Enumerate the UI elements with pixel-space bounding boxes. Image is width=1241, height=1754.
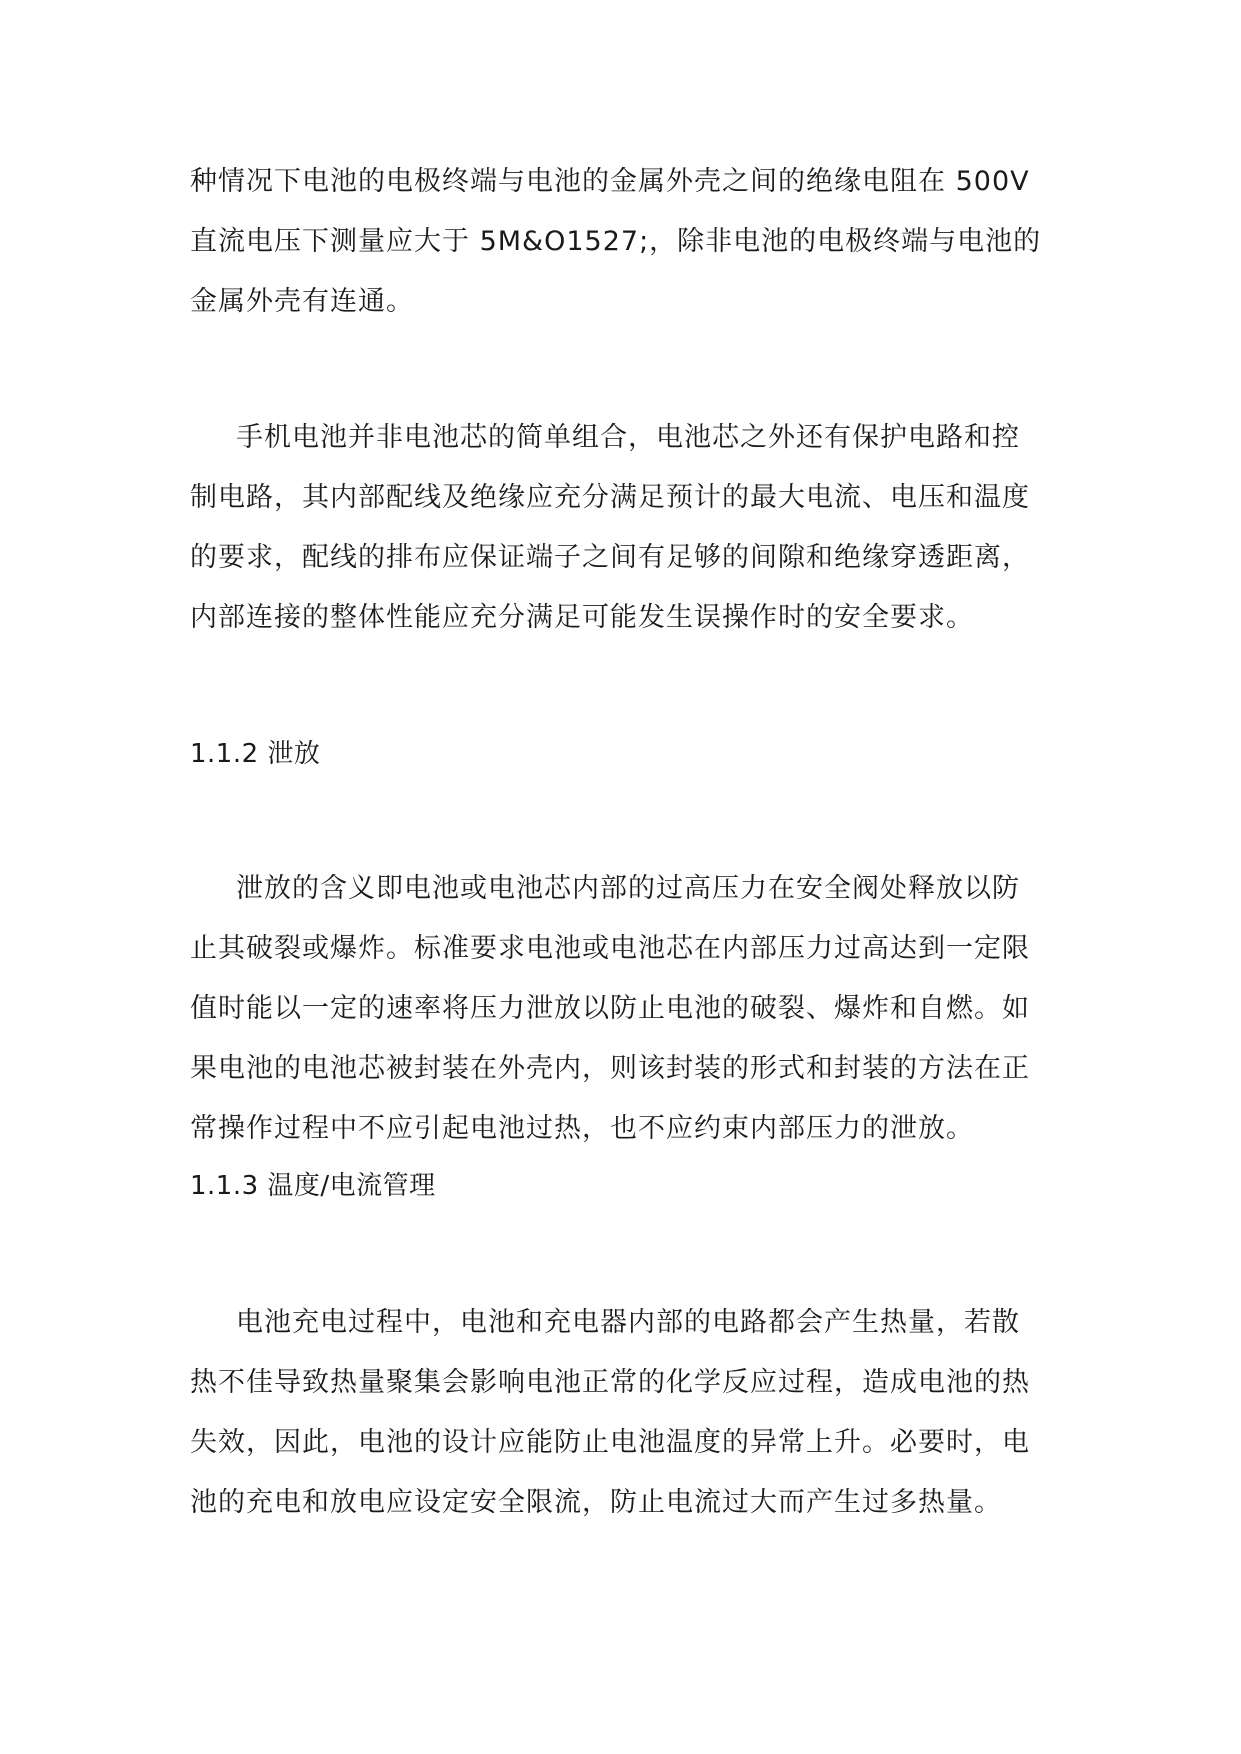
section-heading-temperature-current: 1.1.3 温度/电流管理 [190,1171,436,1201]
text-line: 池的充电和放电应设定安全限流，防止电流过大而产生过多热量。 [190,1487,1002,1518]
text-line: 制电路，其内部配线及绝缘应充分满足预计的最大电流、电压和温度 [190,482,1030,513]
text-line: 金属外壳有连通。 [190,286,414,317]
text-line: 种情况下电池的电极终端与电池的金属外壳之间的绝缘电阻在 500V [190,166,1030,197]
text-line: 直流电压下测量应大于 5M&O1527;，除非电池的电极终端与电池的 [190,226,1042,257]
text-line: 泄放的含义即电池或电池芯内部的过高压力在安全阀处释放以防 [236,873,1020,904]
text-line: 失效，因此，电池的设计应能防止电池温度的异常上升。必要时，电 [190,1427,1030,1458]
text-line: 值时能以一定的速率将压力泄放以防止电池的破裂、爆炸和自燃。如 [190,993,1030,1024]
text-line: 止其破裂或爆炸。标准要求电池或电池芯在内部压力过高达到一定限 [190,933,1030,964]
text-line: 果电池的电池芯被封装在外壳内，则该封装的形式和封装的方法在正 [190,1053,1030,1084]
text-line: 内部连接的整体性能应充分满足可能发生误操作时的安全要求。 [190,602,974,633]
text-line: 常操作过程中不应引起电池过热，也不应约束内部压力的泄放。 [190,1113,974,1144]
text-line: 热不佳导致热量聚集会影响电池正常的化学反应过程，造成电池的热 [190,1367,1030,1398]
text-line: 手机电池并非电池芯的简单组合，电池芯之外还有保护电路和控 [236,422,1020,453]
text-line: 电池充电过程中，电池和充电器内部的电路都会产生热量，若散 [236,1307,1020,1338]
text-line: 的要求，配线的排布应保证端子之间有足够的间隙和绝缘穿透距离， [190,542,1030,573]
section-heading-venting: 1.1.2 泄放 [190,739,321,769]
